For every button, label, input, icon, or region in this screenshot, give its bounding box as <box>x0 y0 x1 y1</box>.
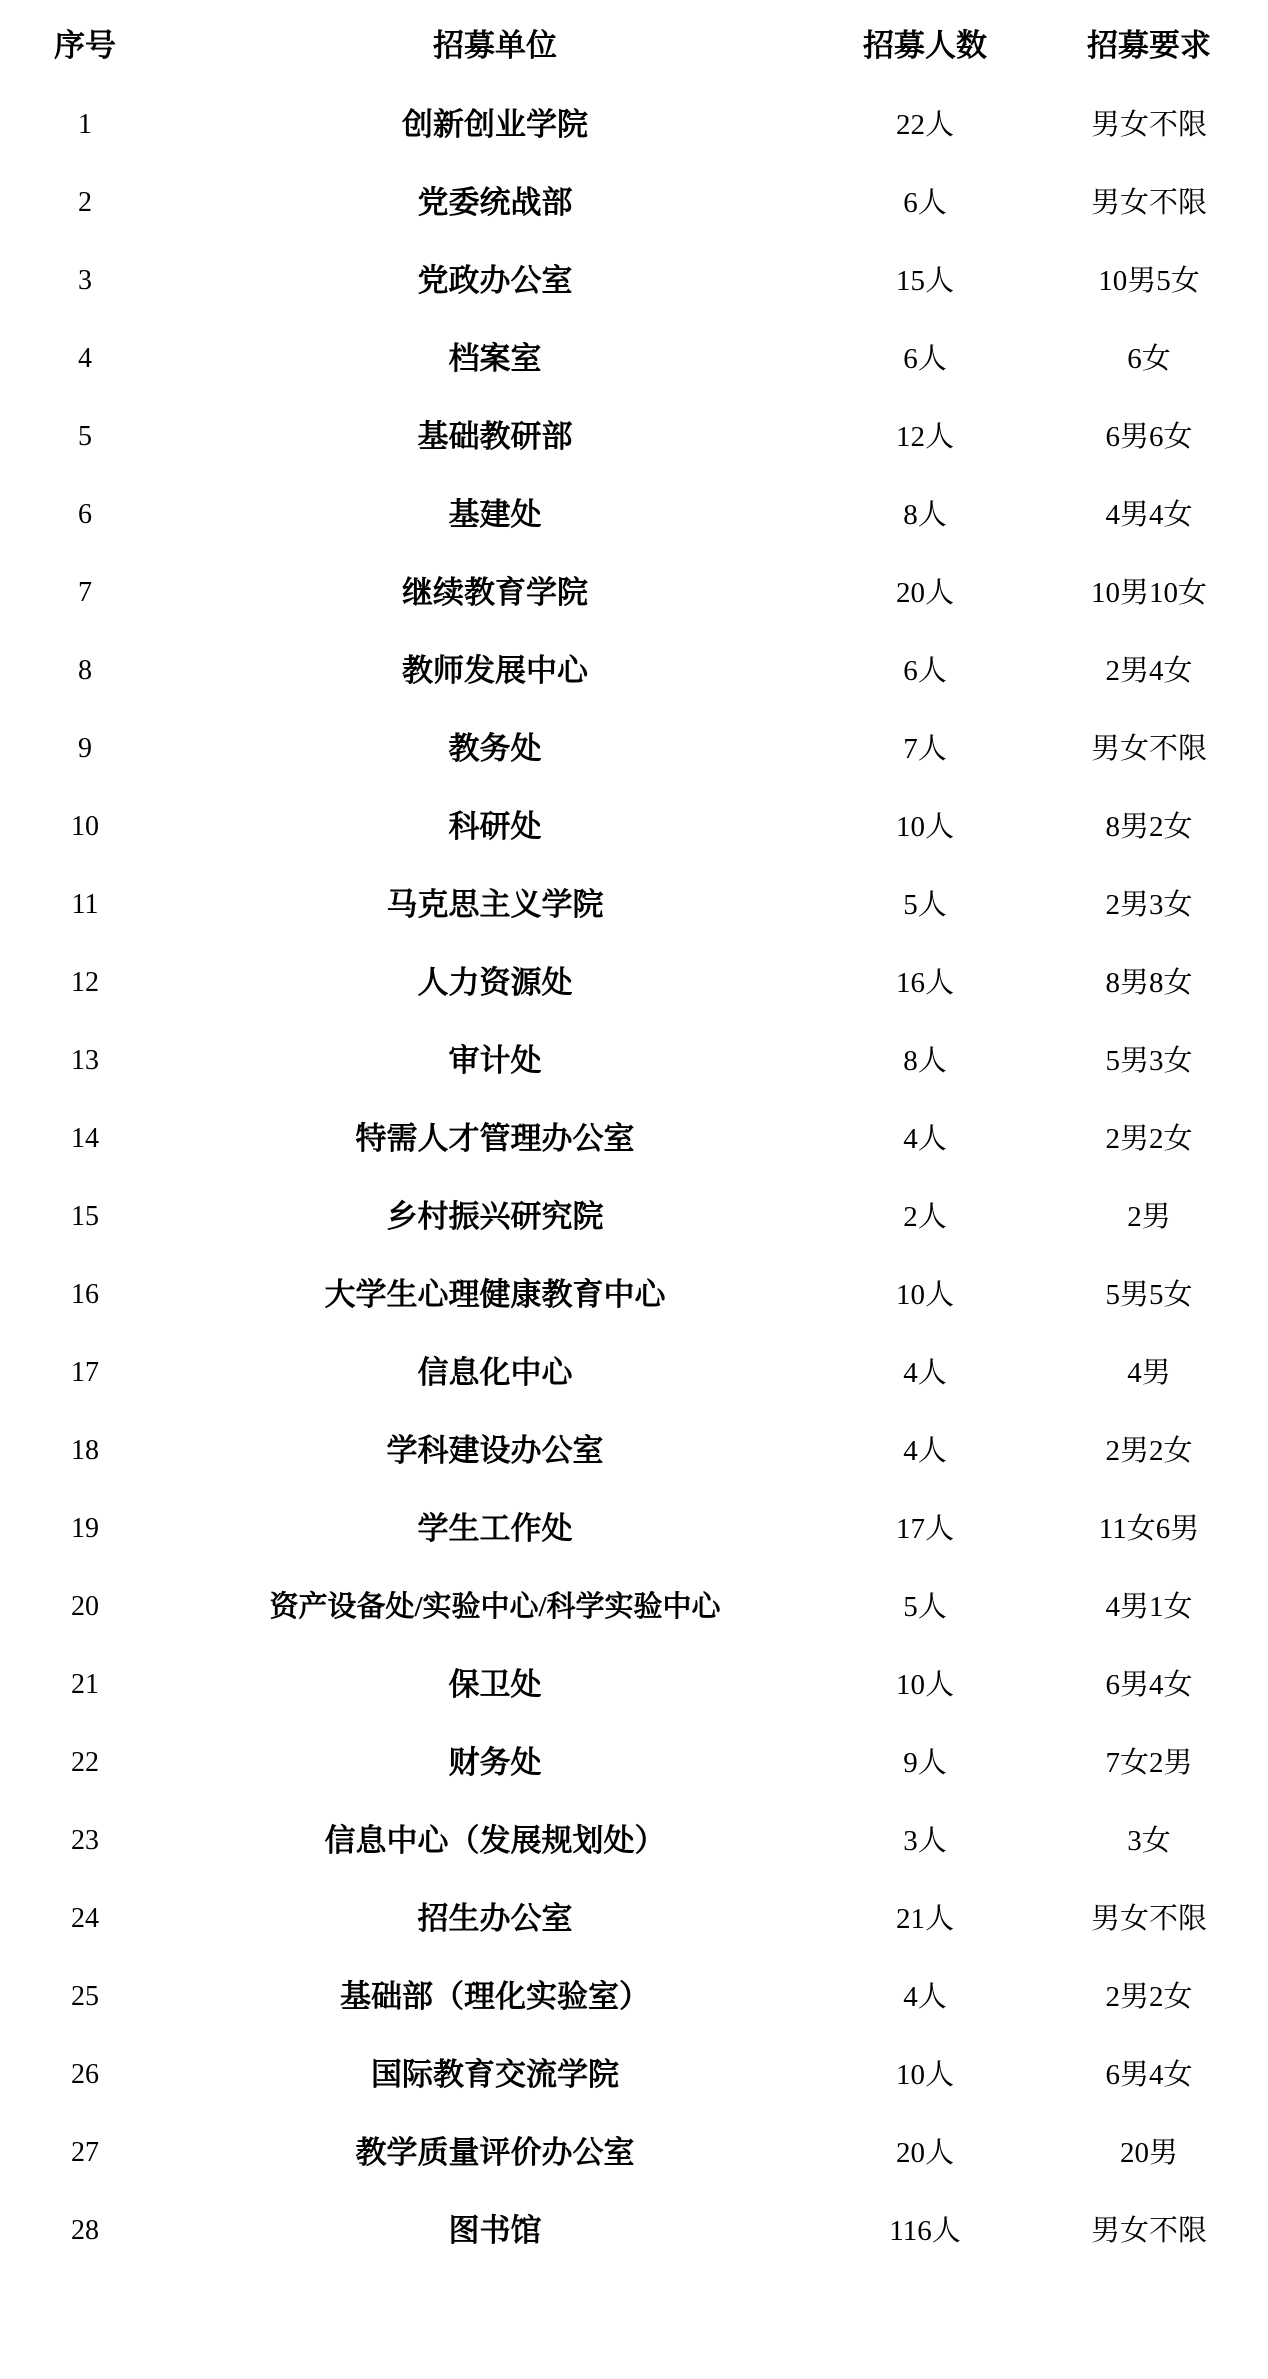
cell-index: 20 <box>71 1591 99 1622</box>
table-row <box>0 2192 1268 2270</box>
cell-unit: 信息中心（发展规划处） <box>324 1823 666 1858</box>
cell-count: 20人 <box>895 2137 954 2169</box>
table-row <box>0 1880 1268 1958</box>
cell-unit: 学科建设办公室 <box>386 1433 604 1468</box>
column-header-unit: 招募单位 <box>433 28 557 63</box>
cell-index: 21 <box>71 1669 99 1700</box>
cell-requirement: 6男4女 <box>1105 2059 1193 2091</box>
cell-unit: 基础部（理化实验室） <box>340 1979 650 2014</box>
cell-unit: 财务处 <box>448 1745 542 1780</box>
cell-count: 5人 <box>903 889 947 921</box>
cell-unit: 保卫处 <box>448 1667 542 1702</box>
table-row <box>0 788 1268 866</box>
cell-index: 26 <box>71 2059 99 2090</box>
table-row <box>0 1568 1268 1646</box>
cell-requirement: 8男8女 <box>1105 967 1193 999</box>
cell-requirement: 4男 <box>1127 1357 1171 1389</box>
table-row <box>0 1334 1268 1412</box>
cell-count: 9人 <box>903 1747 947 1779</box>
table-row <box>0 1802 1268 1880</box>
cell-count: 20人 <box>895 577 954 609</box>
table-row <box>0 554 1268 632</box>
cell-count: 5人 <box>903 1591 947 1623</box>
cell-count: 7人 <box>903 733 947 765</box>
cell-requirement: 4男1女 <box>1105 1591 1193 1623</box>
cell-count: 17人 <box>895 1513 954 1545</box>
cell-count: 10人 <box>895 1669 954 1701</box>
cell-unit: 基建处 <box>448 497 542 532</box>
cell-unit: 特需人才管理办公室 <box>355 1121 635 1156</box>
cell-index: 4 <box>78 343 92 374</box>
table-row <box>0 2036 1268 2114</box>
cell-unit: 国际教育交流学院 <box>371 2057 619 2092</box>
cell-requirement: 2男 <box>1127 1201 1171 1233</box>
cell-count: 16人 <box>895 967 954 999</box>
table-header-row <box>0 6 1268 86</box>
table-row <box>0 164 1268 242</box>
cell-unit: 继续教育学院 <box>402 575 588 610</box>
cell-requirement: 男女不限 <box>1090 109 1207 141</box>
cell-count: 10人 <box>895 2059 954 2091</box>
cell-unit: 马克思主义学院 <box>386 887 604 922</box>
cell-count: 10人 <box>895 1279 954 1311</box>
cell-index: 19 <box>71 1513 99 1544</box>
cell-unit: 学生工作处 <box>417 1511 573 1546</box>
table-row <box>0 1178 1268 1256</box>
cell-unit: 基础教研部 <box>417 419 573 454</box>
cell-count: 3人 <box>903 1825 947 1857</box>
table-row <box>0 1958 1268 2036</box>
table-row <box>0 1256 1268 1334</box>
cell-index: 6 <box>78 499 92 530</box>
cell-index: 22 <box>71 1747 99 1778</box>
cell-index: 24 <box>71 1903 99 1934</box>
cell-count: 116人 <box>889 2215 961 2247</box>
cell-unit: 资产设备处/实验中心/科学实验中心 <box>269 1591 721 1623</box>
cell-unit: 科研处 <box>448 809 542 844</box>
cell-index: 18 <box>71 1435 99 1466</box>
cell-index: 27 <box>71 2137 99 2168</box>
cell-count: 4人 <box>903 1357 947 1389</box>
table-row <box>0 1646 1268 1724</box>
cell-index: 16 <box>71 1279 99 1310</box>
cell-count: 8人 <box>903 1045 947 1077</box>
column-header-count: 招募人数 <box>863 28 987 63</box>
cell-requirement: 3女 <box>1127 1825 1171 1857</box>
table-row <box>0 944 1268 1022</box>
cell-requirement: 男女不限 <box>1090 2215 1207 2247</box>
cell-count: 4人 <box>903 1981 947 2013</box>
cell-index: 14 <box>71 1123 99 1154</box>
table-row <box>0 1022 1268 1100</box>
cell-count: 6人 <box>903 655 947 687</box>
cell-requirement: 7女2男 <box>1105 1747 1193 1779</box>
cell-unit: 党委统战部 <box>417 185 573 220</box>
cell-unit: 教学质量评价办公室 <box>355 2135 635 2170</box>
cell-requirement: 10男5女 <box>1098 265 1200 297</box>
cell-unit: 档案室 <box>448 341 542 376</box>
cell-count: 6人 <box>903 343 947 375</box>
cell-index: 2 <box>78 187 92 218</box>
cell-index: 17 <box>71 1357 99 1388</box>
cell-index: 28 <box>71 2215 99 2246</box>
cell-count: 6人 <box>903 187 947 219</box>
cell-index: 25 <box>71 1981 99 2012</box>
cell-requirement: 2男2女 <box>1105 1981 1193 2013</box>
cell-count: 21人 <box>895 1903 954 1935</box>
table-row <box>0 1490 1268 1568</box>
cell-unit: 乡村振兴研究院 <box>386 1199 604 1234</box>
cell-index: 12 <box>71 967 99 998</box>
cell-index: 15 <box>71 1201 99 1232</box>
cell-index: 3 <box>78 265 92 296</box>
cell-unit: 招生办公室 <box>417 1901 573 1936</box>
cell-unit: 党政办公室 <box>417 263 573 298</box>
cell-requirement: 6男6女 <box>1105 421 1193 453</box>
table-row <box>0 1724 1268 1802</box>
cell-index: 8 <box>78 655 92 686</box>
cell-unit: 审计处 <box>448 1043 542 1078</box>
table-body <box>0 86 1268 2270</box>
table-row <box>0 2114 1268 2192</box>
cell-unit: 创新创业学院 <box>402 107 588 142</box>
cell-unit: 教务处 <box>448 731 542 766</box>
cell-unit: 大学生心理健康教育中心 <box>324 1277 666 1312</box>
cell-count: 22人 <box>895 109 954 141</box>
cell-count: 4人 <box>903 1435 947 1467</box>
cell-unit: 教师发展中心 <box>402 653 588 688</box>
table-row <box>0 86 1268 164</box>
cell-requirement: 5男5女 <box>1105 1279 1193 1311</box>
table-row <box>0 398 1268 476</box>
table-row <box>0 866 1268 944</box>
table-row <box>0 1412 1268 1490</box>
cell-count: 2人 <box>903 1201 947 1233</box>
cell-index: 9 <box>78 733 92 764</box>
cell-count: 12人 <box>895 421 954 453</box>
table-row <box>0 242 1268 320</box>
cell-index: 13 <box>71 1045 99 1076</box>
cell-count: 10人 <box>895 811 954 843</box>
cell-count: 15人 <box>895 265 954 297</box>
cell-requirement: 男女不限 <box>1090 733 1207 765</box>
cell-index: 10 <box>71 811 99 842</box>
cell-requirement: 6女 <box>1127 343 1171 375</box>
cell-count: 4人 <box>903 1123 947 1155</box>
cell-requirement: 11女6男 <box>1098 1513 1200 1545</box>
cell-unit: 图书馆 <box>448 2213 542 2248</box>
cell-requirement: 8男2女 <box>1105 811 1193 843</box>
table-row <box>0 710 1268 788</box>
cell-index: 1 <box>78 109 92 140</box>
cell-index: 23 <box>71 1825 99 1856</box>
column-header-index: 序号 <box>54 28 116 63</box>
cell-requirement: 2男2女 <box>1105 1435 1193 1467</box>
recruitment-table <box>0 6 1268 2270</box>
cell-unit: 信息化中心 <box>417 1355 573 1390</box>
cell-unit: 人力资源处 <box>417 965 573 1000</box>
column-header-requirement: 招募要求 <box>1087 28 1211 63</box>
cell-requirement: 2男4女 <box>1105 655 1193 687</box>
cell-requirement: 5男3女 <box>1105 1045 1193 1077</box>
table-row <box>0 320 1268 398</box>
cell-count: 8人 <box>903 499 947 531</box>
cell-requirement: 6男4女 <box>1105 1669 1193 1701</box>
table-header <box>0 6 1268 86</box>
cell-requirement: 2男2女 <box>1105 1123 1193 1155</box>
cell-index: 5 <box>78 421 92 452</box>
cell-requirement: 4男4女 <box>1105 499 1193 531</box>
table-row <box>0 1100 1268 1178</box>
table-row <box>0 476 1268 554</box>
cell-requirement: 2男3女 <box>1105 889 1193 921</box>
cell-requirement: 男女不限 <box>1090 1903 1207 1935</box>
cell-requirement: 男女不限 <box>1090 187 1207 219</box>
cell-index: 11 <box>71 889 99 920</box>
cell-requirement: 20男 <box>1119 2137 1178 2169</box>
table-row <box>0 632 1268 710</box>
cell-index: 7 <box>78 577 92 608</box>
cell-requirement: 10男10女 <box>1090 577 1207 609</box>
